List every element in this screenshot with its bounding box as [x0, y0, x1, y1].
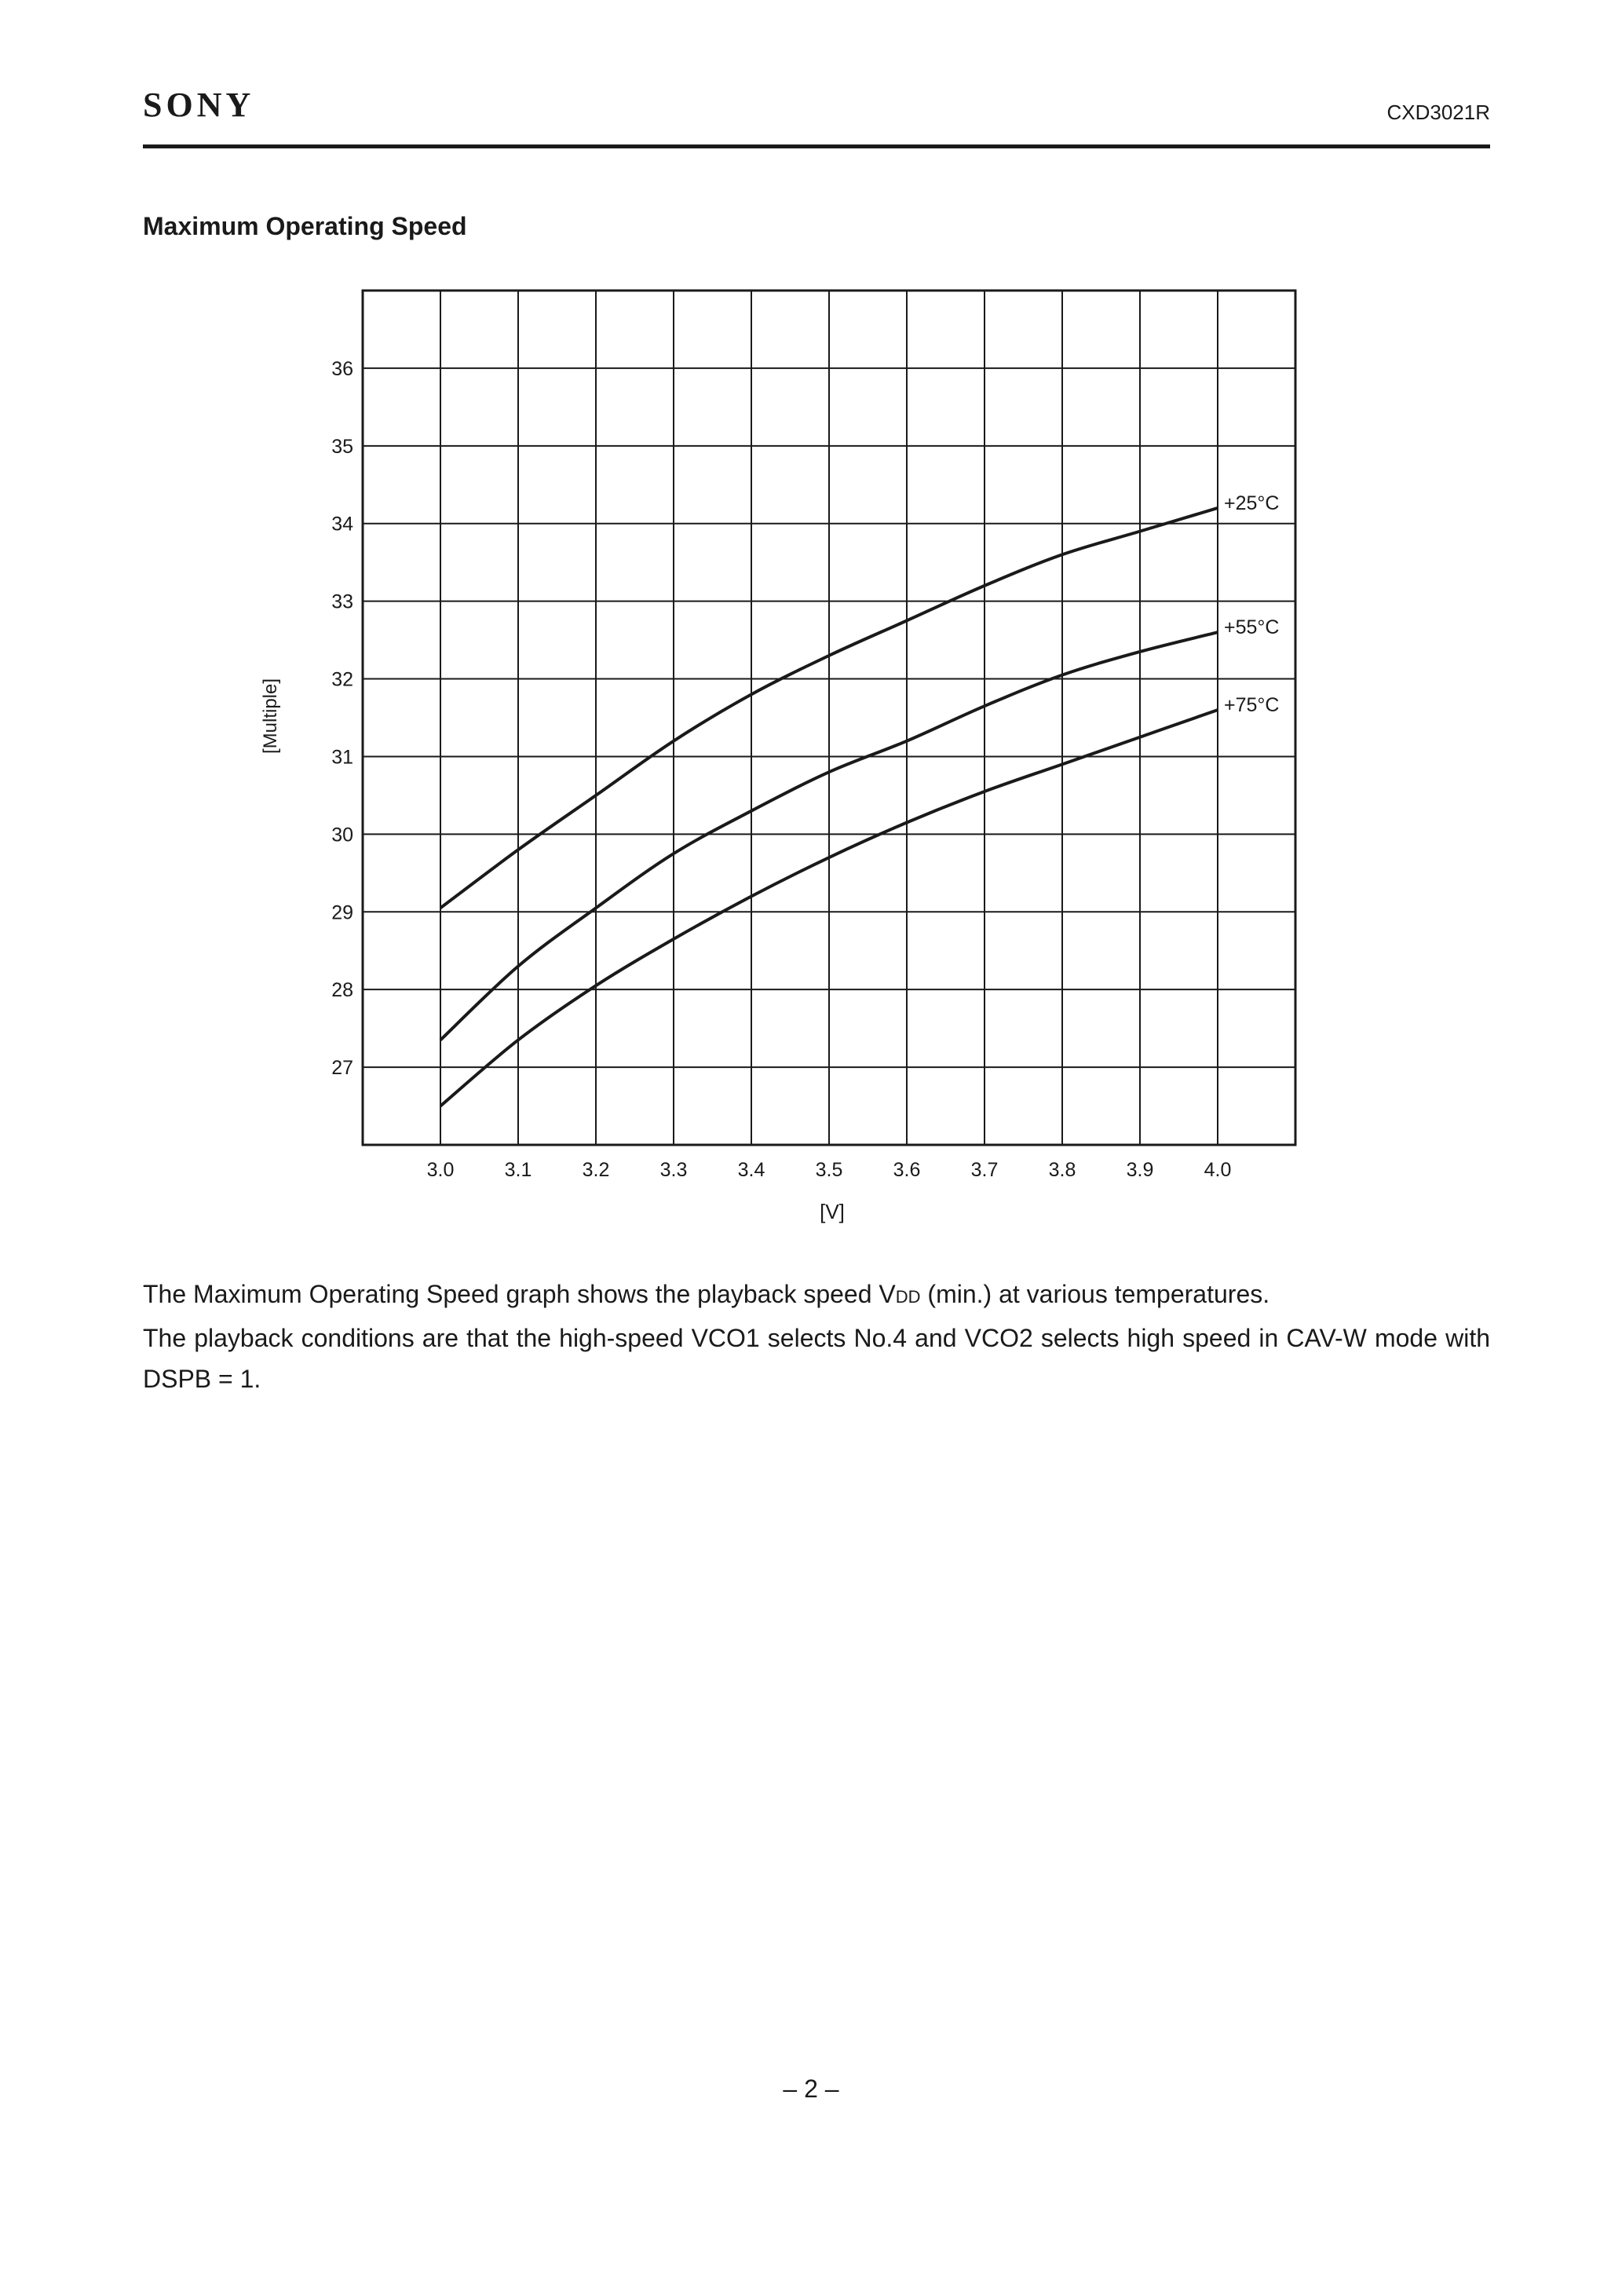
- vdd-subscript: DD: [895, 1287, 921, 1307]
- x-tick-label: 3.4: [737, 1159, 765, 1181]
- sony-logo: SONY: [143, 86, 255, 124]
- x-tick-label: 3.3: [659, 1159, 688, 1181]
- section-title: Maximum Operating Speed: [143, 212, 467, 240]
- x-tick-label: 3.1: [504, 1159, 532, 1181]
- x-tick-label: 3.7: [970, 1159, 999, 1181]
- y-tick-label: 27: [331, 1057, 353, 1080]
- y-tick-label: 29: [331, 901, 353, 924]
- series-label: +25°C: [1224, 492, 1280, 514]
- x-tick-label: 3.6: [893, 1159, 921, 1181]
- description-text: (min.) at various temperatures.: [920, 1280, 1270, 1308]
- y-tick-label: 33: [331, 590, 353, 613]
- x-tick-label: 4.0: [1204, 1159, 1232, 1181]
- x-tick-label: 3.8: [1048, 1159, 1076, 1181]
- y-tick-label: 32: [331, 668, 353, 691]
- page-number: – 2 –: [783, 2075, 839, 2103]
- description: [143, 1274, 1490, 1399]
- y-axis-label: [Multiple]: [260, 678, 281, 755]
- series-label: +75°C: [1224, 694, 1280, 717]
- x-tick-label: 3.2: [582, 1159, 610, 1181]
- series-label: +55°C: [1224, 616, 1280, 639]
- x-tick-label: 3.0: [426, 1159, 455, 1181]
- y-tick-label: 34: [331, 513, 353, 536]
- description-paragraph-2: The playback conditions are that the high-speed VCO1 selects No.4 and VCO2 selects high speed in CAV-W mode with DSPB = 1.: [143, 1324, 1490, 1393]
- y-tick-label: 36: [331, 357, 353, 380]
- description-text: The Maximum Operating Speed graph shows the playback speed V: [143, 1280, 896, 1308]
- x-tick-label: 3.5: [815, 1159, 843, 1181]
- y-tick-label: 28: [331, 979, 353, 1002]
- y-tick-label: 35: [331, 435, 353, 458]
- y-tick-label: 30: [331, 824, 353, 846]
- y-tick-label: 31: [331, 746, 353, 769]
- description-paragraph-1: [143, 1274, 1490, 1318]
- x-tick-label: 3.9: [1126, 1159, 1154, 1181]
- part-number: CXD3021R: [1386, 101, 1490, 124]
- x-axis-label: [V]: [820, 1200, 845, 1223]
